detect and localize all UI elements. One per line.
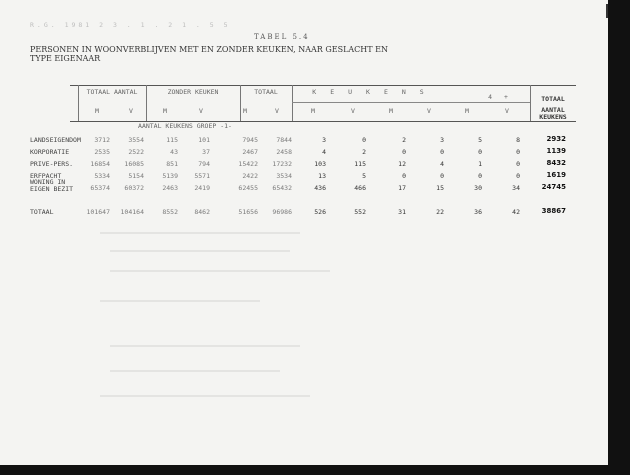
row-total: 2932 — [546, 135, 566, 143]
sex-column-header: V — [199, 107, 203, 115]
keukens-subrule — [292, 102, 530, 103]
row-label: TOTAAL — [30, 208, 54, 216]
table-cell: 2422 — [242, 172, 258, 180]
table-number: TABEL 5.4 — [254, 33, 310, 41]
table-cell: 466 — [354, 184, 366, 192]
scan-border-bottom — [0, 465, 630, 475]
header-group-5: 4 + — [488, 93, 512, 101]
table-cell: 0 — [440, 148, 444, 156]
table-cell: 0 — [478, 148, 482, 156]
bleed-through — [110, 345, 300, 347]
table-cell: 37 — [202, 148, 210, 156]
table-cell: 436 — [314, 184, 326, 192]
bleed-through — [100, 232, 300, 234]
table-cell: 15422 — [238, 160, 258, 168]
table-cell: 17 — [398, 184, 406, 192]
table-cell: 101647 — [86, 208, 110, 216]
sex-column-header: M — [311, 107, 315, 115]
sex-column-header: M — [163, 107, 167, 115]
sex-column-header: V — [129, 107, 133, 115]
table-cell: 8462 — [194, 208, 210, 216]
table-cell: 51656 — [238, 208, 258, 216]
sex-column-header: M — [95, 107, 99, 115]
table-cell: 0 — [402, 148, 406, 156]
table-cell: 17232 — [272, 160, 292, 168]
table-cell: 1 — [478, 160, 482, 168]
bleed-through — [110, 250, 290, 252]
table-cell: 794 — [198, 160, 210, 168]
table-cell: 2463 — [162, 184, 178, 192]
table-cell: 22 — [436, 208, 444, 216]
table-cell: 3 — [322, 136, 326, 144]
table-cell: 0 — [402, 172, 406, 180]
table-cell: 96986 — [272, 208, 292, 216]
table-cell: 16854 — [90, 160, 110, 168]
title-line-1: PERSONEN IN WOONVERBLIJVEN MET EN ZONDER KEUKEN, NAAR GESLACHT EN — [30, 45, 388, 54]
row-label: PRIVE-PERS. — [30, 160, 74, 168]
table-cell: 5334 — [94, 172, 110, 180]
table-cell: 31 — [398, 208, 406, 216]
table-cell: 3 — [440, 136, 444, 144]
table-cell: 103 — [314, 160, 326, 168]
table-cell: 3554 — [128, 136, 144, 144]
bleed-through — [110, 370, 280, 372]
header-group-2: ZONDER KEUKEN — [167, 88, 219, 96]
table-cell: 42 — [512, 208, 520, 216]
bleed-through — [110, 270, 330, 272]
table-cell: 2522 — [128, 148, 144, 156]
table-cell: 8552 — [162, 208, 178, 216]
table-cell: 36 — [474, 208, 482, 216]
column-divider — [78, 85, 79, 121]
table-cell: 5139 — [162, 172, 178, 180]
table-cell: 5571 — [194, 172, 210, 180]
row-label: KORPORATIE — [30, 148, 70, 156]
table-cell: 526 — [314, 208, 326, 216]
table-cell: 5 — [362, 172, 366, 180]
row-total: 24745 — [541, 183, 566, 191]
table-cell: 4 — [322, 148, 326, 156]
table-cell: 60372 — [124, 184, 144, 192]
header-keukens: KEUKENS — [312, 88, 438, 96]
row-label: LANDSEIGENDOM — [30, 136, 81, 144]
sex-column-header: M — [465, 107, 469, 115]
faint-header-line: R.G. 1981 2 3 . 1 . 2 1 . 5 5 — [30, 21, 231, 29]
table-cell: 2 — [362, 148, 366, 156]
table-cell: 12 — [398, 160, 406, 168]
table-cell: 7844 — [276, 136, 292, 144]
header-aantal-keukens: AANTAL KEUKENS — [539, 106, 567, 121]
table-cell: 4 — [440, 160, 444, 168]
table-cell: 16085 — [124, 160, 144, 168]
table-cell: 115 — [166, 136, 178, 144]
row-total: 38867 — [541, 207, 566, 215]
row-label: WONING IN EIGEN BEZIT — [30, 178, 74, 193]
bleed-through — [100, 395, 310, 397]
table-cell: 65374 — [90, 184, 110, 192]
sex-column-header: M — [243, 107, 247, 115]
table-cell: 34 — [512, 184, 520, 192]
header-totaal: TOTAAL — [541, 95, 565, 103]
title-line-2: TYPE EIGENAAR — [30, 54, 101, 63]
table-cell: 851 — [166, 160, 178, 168]
table-cell: 0 — [516, 172, 520, 180]
table-cell: 7945 — [242, 136, 258, 144]
column-divider — [146, 85, 147, 121]
table-cell: 2458 — [276, 148, 292, 156]
table-cell: 15 — [436, 184, 444, 192]
row-label: ERFPACHT — [30, 172, 62, 180]
table-cell: 0 — [478, 172, 482, 180]
table-cell: 2 — [402, 136, 406, 144]
table-cell: 3534 — [276, 172, 292, 180]
table-cell: 0 — [516, 148, 520, 156]
table-cell: 104164 — [120, 208, 144, 216]
header-group-3: TOTAAL — [254, 88, 278, 96]
table-cell: 65432 — [272, 184, 292, 192]
table-cell: 13 — [318, 172, 326, 180]
sex-column-header: V — [427, 107, 431, 115]
table-cell: 30 — [474, 184, 482, 192]
table-cell: 2467 — [242, 148, 258, 156]
sex-column-header: V — [275, 107, 279, 115]
table-cell: 0 — [362, 136, 366, 144]
bleed-through — [100, 300, 260, 302]
header-group-1: TOTAAL AANTAL — [86, 88, 138, 96]
sex-column-header: V — [351, 107, 355, 115]
sex-column-header: M — [389, 107, 393, 115]
column-divider — [292, 85, 293, 121]
table-cell: 43 — [170, 148, 178, 156]
table-cell: 5 — [478, 136, 482, 144]
table-cell: 2535 — [94, 148, 110, 156]
table-cell: 552 — [354, 208, 366, 216]
column-divider — [240, 85, 241, 121]
table-cell: 2419 — [194, 184, 210, 192]
sex-column-header: V — [505, 107, 509, 115]
table-cell: 101 — [198, 136, 210, 144]
row-total: 1619 — [546, 171, 566, 179]
row-total: 8432 — [546, 159, 566, 167]
table-cell: 62455 — [238, 184, 258, 192]
column-divider — [530, 85, 531, 121]
table-cell: 0 — [516, 160, 520, 168]
table-cell: 115 — [354, 160, 366, 168]
table-cell: 0 — [440, 172, 444, 180]
table-cell: 5154 — [128, 172, 144, 180]
table-cell: 8 — [516, 136, 520, 144]
header-sub-note: AANTAL KEUKENS GROEP -1- — [138, 122, 232, 130]
table-cell: 3712 — [94, 136, 110, 144]
scan-border-right — [608, 0, 630, 475]
page-title — [30, 45, 410, 63]
row-total: 1139 — [546, 147, 566, 155]
